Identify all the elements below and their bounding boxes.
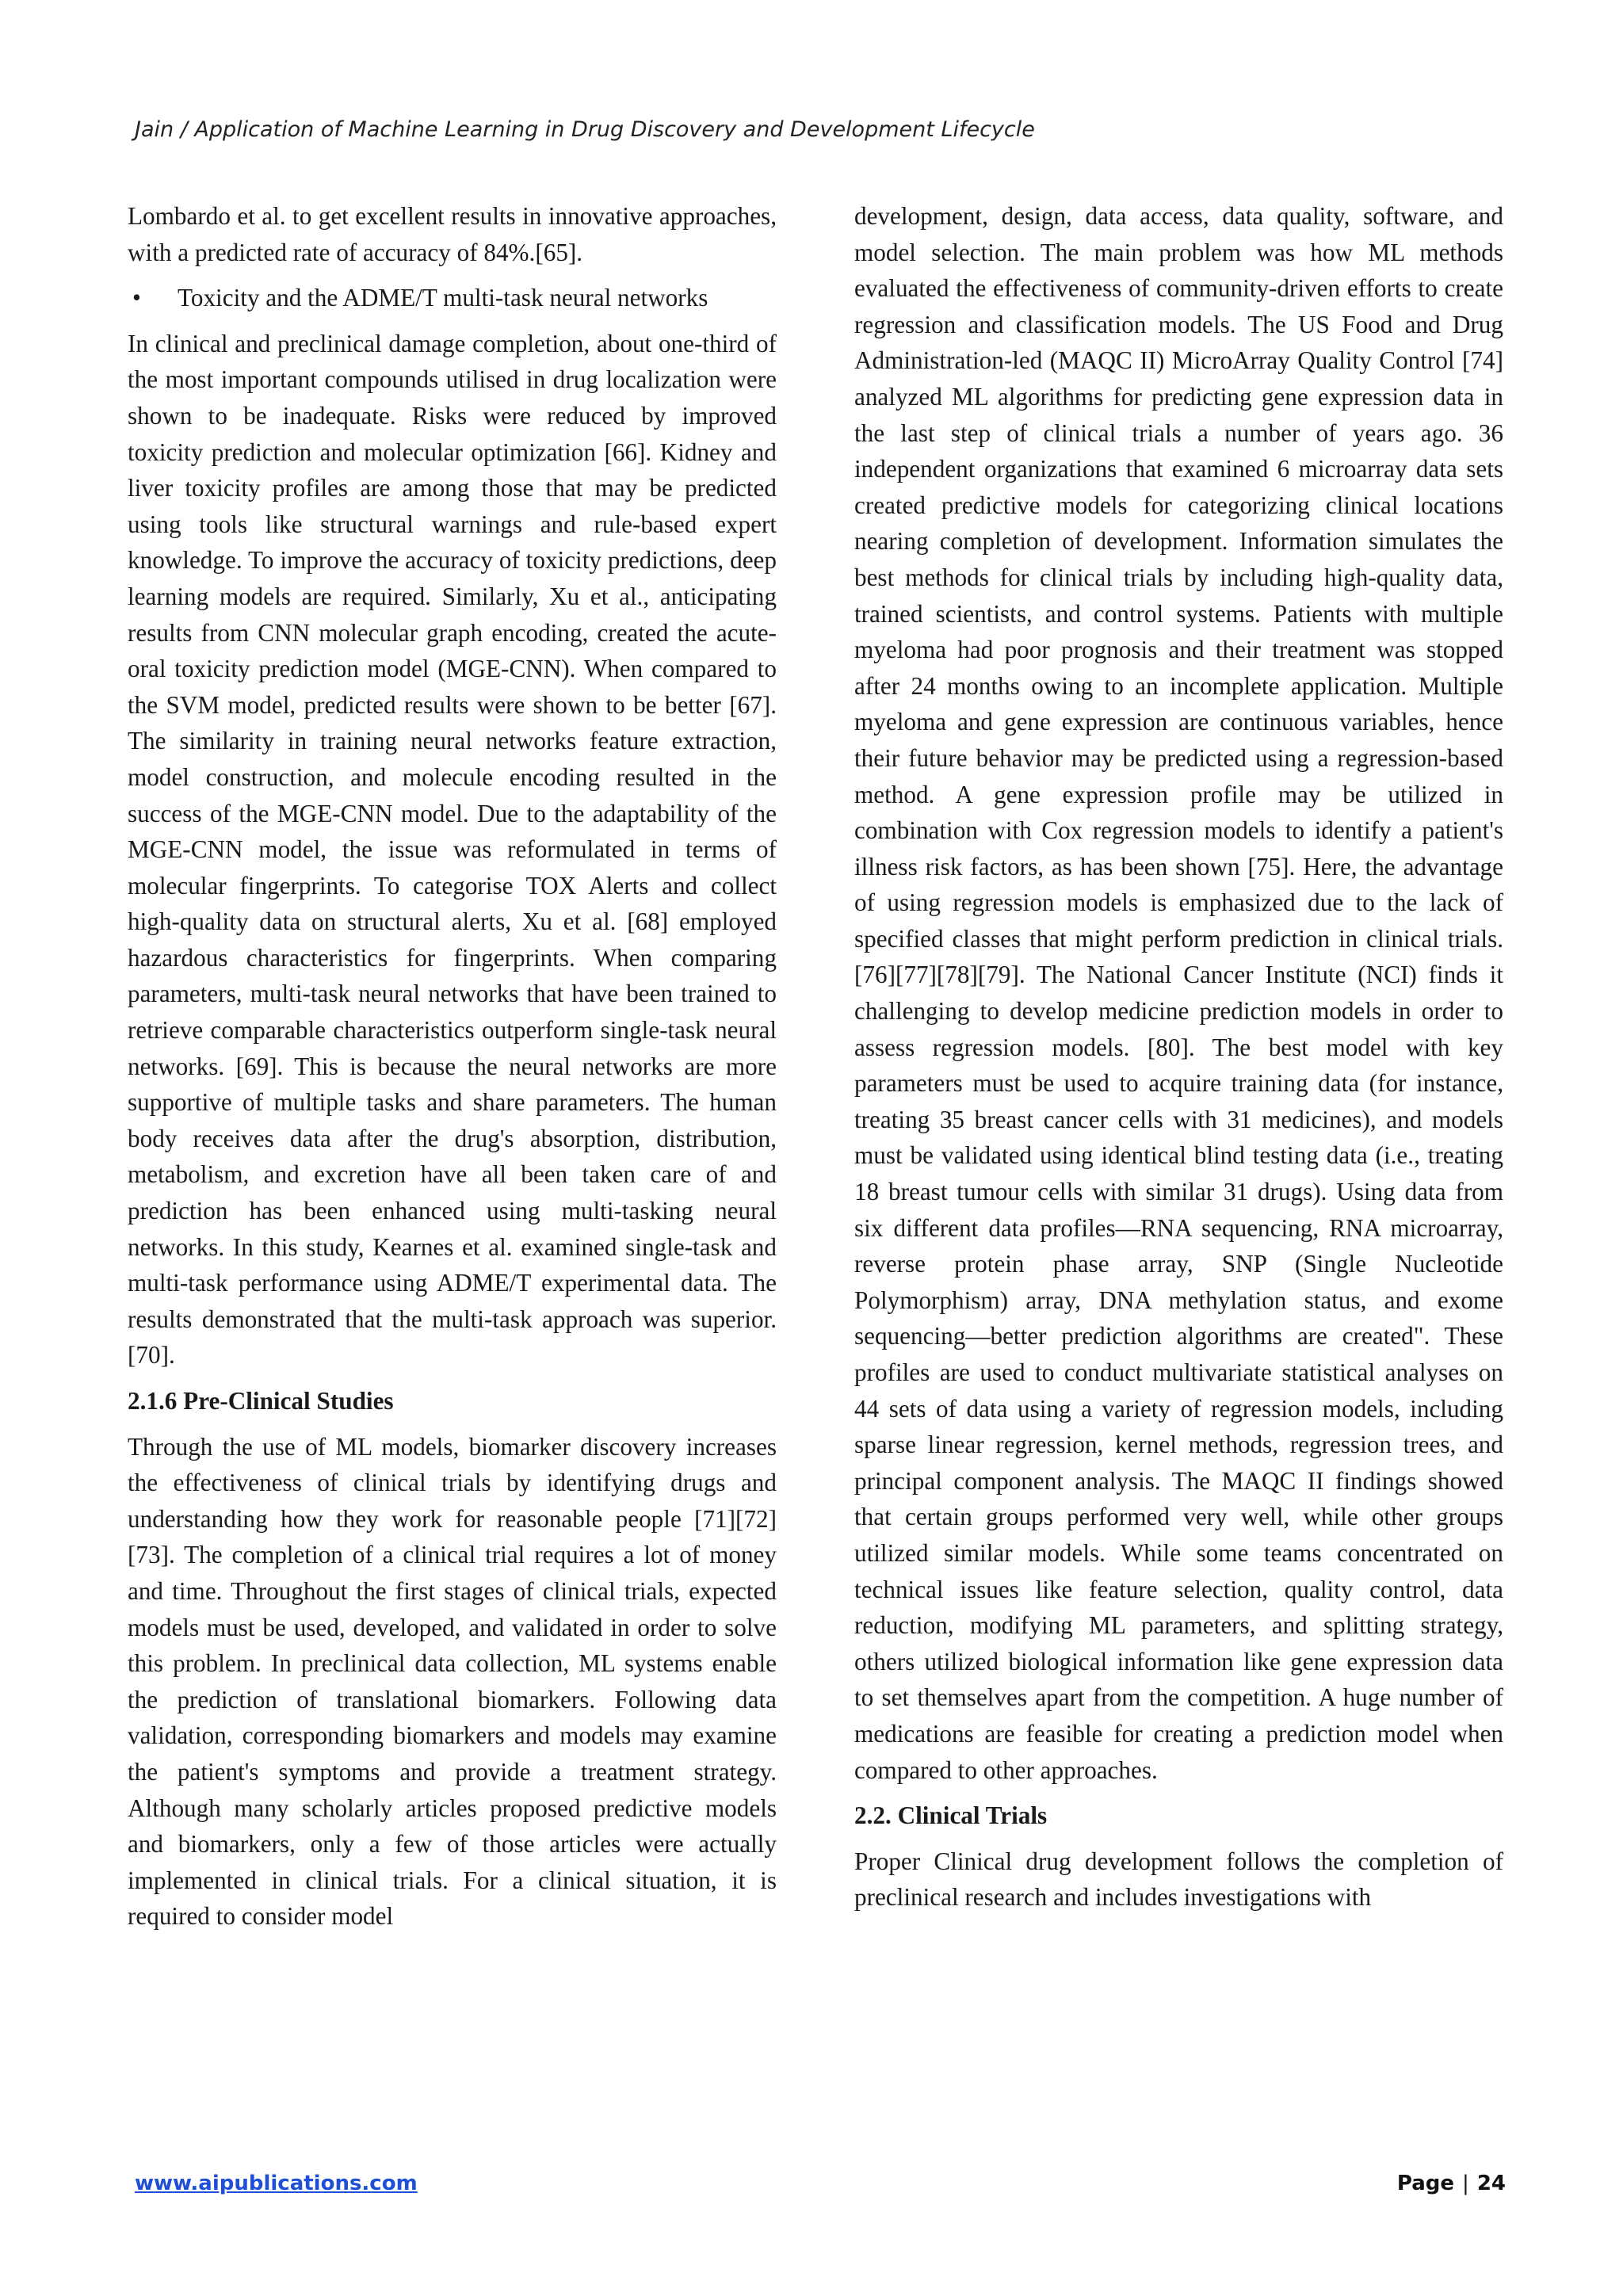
bullet-text: Toxicity and the ADME/T multi-task neural networks [178, 284, 708, 312]
running-header: Jain / Application of Machine Learning in Drug Discovery and Development Lifecycle [135, 117, 1035, 142]
section-heading-clinical-trials: 2.2. Clinical Trials [854, 1801, 1048, 1830]
paragraph-clinical-trials: Proper Clinical drug development follows the completion of preclinical research and includes investigations with [854, 1847, 1503, 1912]
page-separator: | [1462, 2172, 1469, 2195]
left-column [128, 198, 777, 1944]
bullet-dot-icon: • [132, 284, 141, 312]
section-heading-preclinical: 2.1.6 Pre-Clinical Studies [128, 1387, 394, 1415]
paragraph-lombardo: Lombardo et al. to get excellent results in innovative approaches, with a predicted rate of accuracy of 84%.[65]. [128, 202, 777, 266]
bullet-item-toxicity [128, 280, 777, 316]
paragraph-maqc: development, design, data access, data quality, software, and model selection. The main problem was how ML methods evaluated the effectiveness of community-driven efforts to create regression and classification models. The US Food and Drug Administration-led (MAQC II) MicroArray Quality Control [74] analyzed ML algorithms for predicting gene expression data in the last step of clinical trials a number of years ago. 36 independent organizations that examined 6 microarray data sets created predictive models for categorizing clinical locations nearing completion of development. Information simulates the best methods for clinical trials by including high-quality data, trained scientists, and control systems. Patients with multiple myeloma had poor prognosis and their treatment was stopped after 24 months owing to an incomplete application. Multiple myeloma and gene expression are continuous variables, hence their future behavior may be predicted using a regression-based method. A gene expression profile may be utilized in combination with Cox regression models to identify a patient's illness risk factors, as has been shown [75]. Here, the advantage of using regression models is emphasized due to the lack of specified classes that might perform prediction in clinical trials. [76][77][78][79]. The National Cancer Institute (NCI) finds it challenging to develop medicine prediction models in order to assess regression models. [80]. The best model with key parameters must be used to acquire training data (for instance, treating 35 breast cancer cells with 31 medicines), and models must be validated using identical blind testing data (i.e., treating 18 breast tumour cells with similar 31 drugs). Using data from six different data profiles—RNA sequencing, RNA microarray, reverse protein phase array, SNP (Single Nucleotide Polymorphism) array, DNA methylation status, and exome sequencing—better prediction algorithms are created". These profiles are used to conduct multivariate statistical analyses on 44 sets of data using a variety of regression models, including sparse linear regression, kernel methods, regression trees, and principal component analysis. The MAQC II findings showed that certain groups performed very well, while other groups utilized similar models. While some teams concentrated on technical issues like feature selection, quality control, data reduction, modifying ML parameters, and splitting strategy, others utilized biological information like gene expression data to set themselves apart from the competition. A huge number of medications are feasible for creating a prediction model when compared to other approaches. [854, 202, 1503, 1784]
paragraph-toxicity: In clinical and preclinical damage completion, about one-third of the most important compounds utilised in drug localization were shown to be inadequate. Risks were reduced by improved toxicity prediction and molecular optimization [66]. Kidney and liver toxicity profiles are among those that may be predicted using tools like structural warnings and rule-based expert knowledge. To improve the accuracy of toxicity predictions, deep learning models are required. Similarly, Xu et al., anticipating results from CNN molecular graph encoding, created the acute-oral toxicity prediction model (MGE-CNN). When compared to the SVM model, predicted results were shown to be better [67]. The similarity in training neural networks feature extraction, model construction, and molecule encoding resulted in the success of the MGE-CNN model. Due to the adaptability of the MGE-CNN model, the issue was reformulated in terms of molecular fingerprints. To categorise TOX Alerts and collect high-quality data on structural alerts, Xu et al. [68] employed hazardous characteristics for fingerprints. When comparing parameters, multi-task neural networks that have been trained to retrieve comparable characteristics outperform single-task neural networks. [69]. This is because the neural networks are more supportive of multiple tasks and share parameters. The human body receives data after the drug's absorption, distribution, metabolism, and excretion have all been taken care of and prediction has been enhanced using multi-tasking neural networks. In this study, Kearnes et al. examined single-task and multi-task performance using ADME/T experimental data. The results demonstrated that the multi-task approach was superior. [70]. [128, 329, 777, 1370]
website-link[interactable]: www.aipublications.com [135, 2172, 418, 2195]
page-label: Page [1396, 2172, 1455, 2195]
paragraph-preclinical: Through the use of ML models, biomarker discovery increases the effectiveness of clinical trials by identifying drugs and understanding how they work for reasonable people [71][72][73]. The completion of a clinical trial requires a lot of money and time. Throughout the first stages of clinical trials, expected models must be used, developed, and validated in order to solve this problem. In preclinical data collection, ML systems enable the prediction of translational biomarkers. Following data validation, corresponding biomarkers and models may examine the patient's symptoms and provide a treatment strategy. Although many scholarly articles proposed predictive models and biomarkers, only a few of those articles were actually implemented in clinical trials. For a clinical situation, it is required to consider model [128, 1432, 777, 1931]
right-column [854, 198, 1503, 1925]
page-number-footer [1397, 2172, 1506, 2195]
page-number: 24 [1476, 2172, 1506, 2195]
